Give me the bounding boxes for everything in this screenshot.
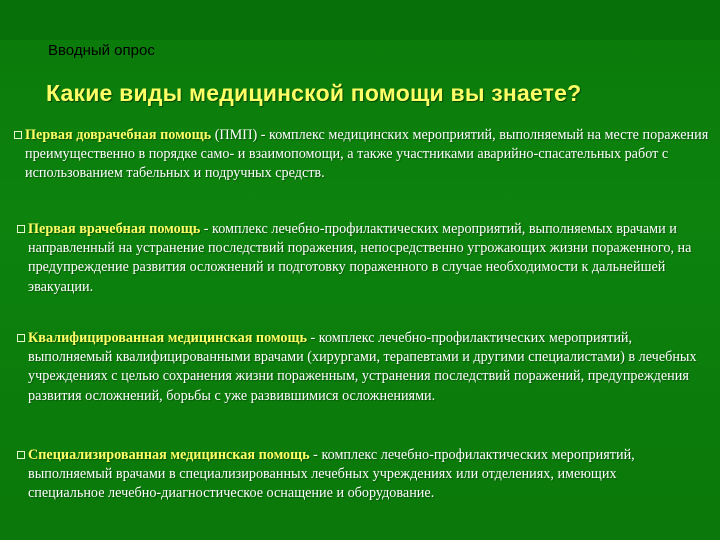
header-band	[0, 0, 720, 40]
slide-title: Какие виды медицинской помощи вы знаете?	[46, 80, 582, 106]
paragraph-first-aid	[25, 126, 715, 184]
definition-specialized-aid: - комплекс лечебно-профилактических мероприятий, выполняемый врачами в специализированных лечебных учреждениях или отделениях, имеющих специальное лечебно-диагностическое оснащение и оборудование.	[28, 447, 635, 502]
term-specialized-aid: Специализированная медицинская помощь	[28, 447, 310, 463]
paragraph-first-medical-aid	[28, 220, 700, 297]
bullet-square-icon	[17, 451, 25, 459]
paragraph-specialized-aid	[28, 446, 696, 504]
definition-first-aid: (ПМП) - комплекс медицинских мероприятий, выполняемый на месте поражения преимущественно в порядке само- и взаимопомощи, а также участниками аварийно-спасательных работ с использованием табельных и подручных средств.	[25, 127, 709, 182]
bullet-square-icon	[17, 225, 25, 233]
slide-subtitle: Вводный опрос	[48, 42, 155, 59]
bullet-square-icon	[17, 334, 25, 342]
bullet-square-icon	[14, 131, 22, 139]
term-first-aid: Первая доврачебная помощь	[25, 127, 212, 143]
term-qualified-aid: Квалифицированная медицинская помощь	[28, 330, 307, 346]
definition-qualified-aid: - комплекс лечебно-профилактических мероприятий, выполняемый квалифицированными врачами (хирургами, терапевтами и другими специалистами) в лечебных учреждениях с целью сохранения жизни пораженным, устранения последствий поражений, предупреждения развития осложнений, борьбы с уже развившимися осложнениями.	[28, 330, 697, 404]
paragraph-qualified-aid	[28, 329, 708, 406]
definition-first-medical-aid: - комплекс лечебно-профилактических мероприятий, выполняемых врачами и направленный на устранение последствий поражения, непосредственно угрожающих жизни пораженного, на предупреждение развития осложнений и подготовку пораженного в случае необходимости к дальнейшей эвакуации.	[28, 221, 692, 295]
term-first-medical-aid: Первая врачебная помощь	[28, 221, 201, 237]
